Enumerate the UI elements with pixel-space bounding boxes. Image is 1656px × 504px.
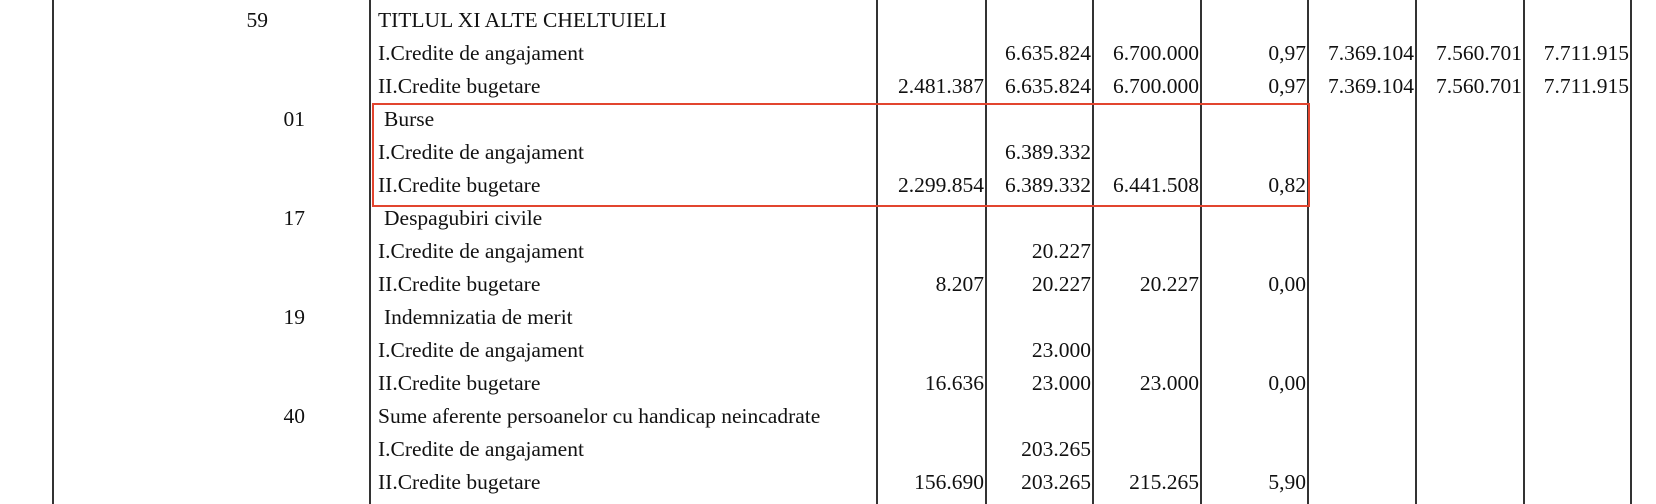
table-row	[0, 301, 1656, 334]
value-cell-c1: 8.207	[935, 272, 984, 296]
value-cell-c7: 7.711.915	[1543, 74, 1629, 98]
row-code: 19	[283, 305, 305, 329]
value-cell-c7	[0, 334, 1629, 367]
table-row	[0, 466, 1656, 499]
value-cell-c7	[0, 4, 1629, 37]
value-cell-c3: 6.441.508	[1113, 173, 1199, 197]
value-cell-c7	[0, 301, 1629, 334]
value-cell-c7	[0, 136, 1629, 169]
value-cell-c7	[0, 367, 1629, 400]
table-row	[0, 4, 1656, 37]
row-label: I.Credite de angajament	[378, 140, 584, 164]
value-cell-c2: 23.000	[1031, 338, 1091, 362]
value-cell-c1: 2.299.854	[898, 173, 984, 197]
table-row	[0, 268, 1656, 301]
table-row	[0, 433, 1656, 466]
value-cell-c3: 20.227	[1139, 272, 1199, 296]
table-row	[0, 235, 1656, 268]
row-label: I.Credite de angajament	[378, 41, 584, 65]
value-cell-c6: 7.560.701	[1436, 41, 1522, 65]
value-cell-c2: 6.635.824	[1005, 41, 1091, 65]
row-code: 59	[246, 8, 268, 32]
row-label: Burse	[384, 107, 435, 131]
row-label: Despagubiri civile	[384, 206, 543, 230]
row-label: I.Credite de angajament	[378, 437, 584, 461]
value-cell-c7: 7.711.915	[1543, 41, 1629, 65]
value-cell-c2: 203.265	[1021, 437, 1091, 461]
value-cell-c1: 2.481.387	[898, 74, 984, 98]
table-row	[0, 37, 1656, 70]
table-row	[0, 367, 1656, 400]
row-label: II.Credite bugetare	[378, 173, 541, 197]
table-row	[0, 103, 1656, 136]
value-cell-c7	[0, 103, 1629, 136]
value-cell-c7	[0, 169, 1629, 202]
value-cell-c4: 0,00	[1268, 371, 1306, 395]
value-cell-c5: 7.369.104	[1328, 74, 1414, 98]
table-row	[0, 136, 1656, 169]
row-label: II.Credite bugetare	[378, 371, 541, 395]
value-cell-c7	[0, 400, 1629, 433]
row-label: Indemnizatia de merit	[384, 305, 573, 329]
value-cell-c3: 215.265	[1129, 470, 1199, 494]
value-cell-c7	[0, 268, 1629, 301]
table-row	[0, 70, 1656, 103]
value-cell-c1: 156.690	[914, 470, 984, 494]
row-label: I.Credite de angajament	[378, 338, 584, 362]
value-cell-c7	[0, 466, 1629, 499]
row-label: I.Credite de angajament	[378, 239, 584, 263]
row-label: II.Credite bugetare	[378, 470, 541, 494]
value-cell-c7	[0, 235, 1629, 268]
value-cell-c2: 6.635.824	[1005, 74, 1091, 98]
row-label: II.Credite bugetare	[378, 272, 541, 296]
table-row	[0, 202, 1656, 235]
value-cell-c7	[0, 433, 1629, 466]
table-row	[0, 334, 1656, 367]
row-code: 17	[283, 206, 305, 230]
value-cell-c6: 7.560.701	[1436, 74, 1522, 98]
table-row	[0, 169, 1656, 202]
value-cell-c2: 6.389.332	[1005, 140, 1091, 164]
value-cell-c2: 20.227	[1031, 239, 1091, 263]
value-cell-c3: 6.700.000	[1113, 74, 1199, 98]
value-cell-c4: 5,90	[1268, 470, 1306, 494]
value-cell-c1: 16.636	[924, 371, 984, 395]
value-cell-c5: 7.369.104	[1328, 41, 1414, 65]
value-cell-c4: 0,82	[1268, 173, 1306, 197]
value-cell-c4: 0,97	[1268, 41, 1306, 65]
row-label: II.Credite bugetare	[378, 74, 541, 98]
value-cell-c4: 0,00	[1268, 272, 1306, 296]
row-label: TITLUL XI ALTE CHELTUIELI	[378, 8, 667, 32]
value-cell-c4: 0,97	[1268, 74, 1306, 98]
value-cell-c2: 23.000	[1031, 371, 1091, 395]
row-code: 01	[283, 107, 305, 131]
row-code: 40	[283, 404, 305, 428]
value-cell-c2: 6.389.332	[1005, 173, 1091, 197]
value-cell-c2: 20.227	[1031, 272, 1091, 296]
table-row	[0, 400, 1656, 433]
value-cell-c3: 23.000	[1139, 371, 1199, 395]
row-label: Sume aferente persoanelor cu handicap neincadrate	[378, 404, 821, 428]
value-cell-c2: 203.265	[1021, 470, 1091, 494]
value-cell-c3: 6.700.000	[1113, 41, 1199, 65]
value-cell-c7	[0, 202, 1629, 235]
